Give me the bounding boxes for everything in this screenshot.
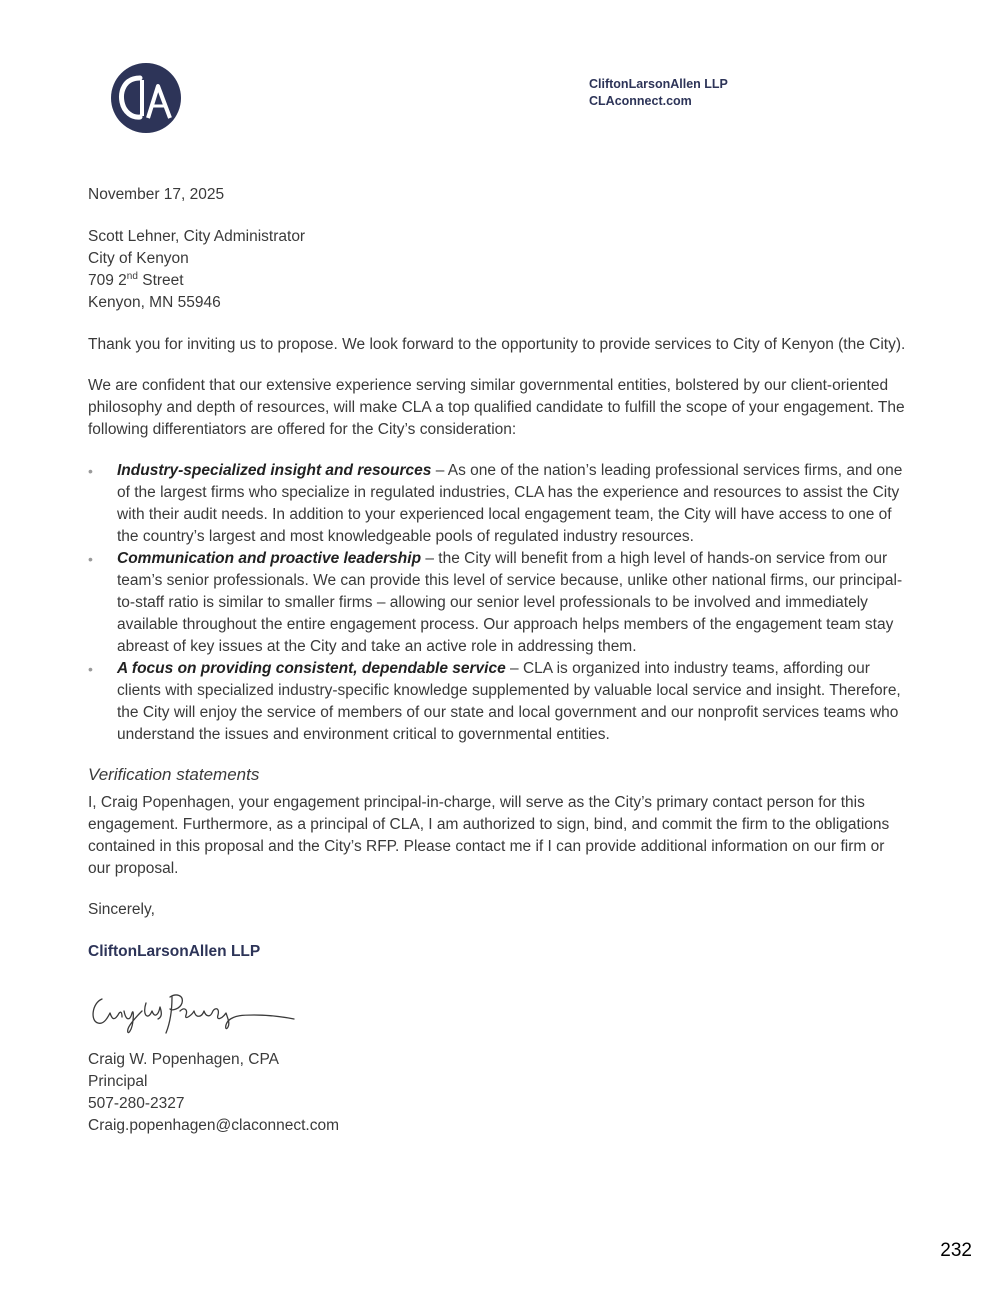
bullet-icon: •	[88, 463, 93, 479]
verification-heading: Verification statements	[88, 765, 260, 784]
list-item	[88, 548, 908, 658]
bullet-icon: •	[88, 551, 93, 567]
verification-paragraph: I, Craig Popenhagen, your engagement principal-in-charge, will serve as the City’s primary contact person for this engagement. Furthermore, as a principal of CLA, I am authorized to sign, bind, and commit the firm to the obligations contained in this proposal and the City’s RFP. Please contact me if I can provide additional information on our firm or our proposal.	[88, 794, 890, 877]
letter-body	[88, 184, 908, 1137]
recipient-street: 709 2nd Street	[88, 270, 184, 289]
firm-name: CliftonLarsonAllen LLP	[589, 77, 728, 91]
differentiator-lead: Communication and proactive leadership	[117, 550, 422, 567]
recipient-name: Scott Lehner, City Administrator	[88, 228, 306, 245]
cla-logo	[110, 62, 182, 134]
differentiator-lead: A focus on providing consistent, dependable service	[117, 660, 506, 677]
signer-block	[88, 1049, 908, 1137]
recipient-address	[88, 226, 908, 314]
closing: Sincerely,	[88, 901, 155, 918]
differentiator-text: – CLA is organized into industry teams, affording our clients with specialized industry-specific knowledge supplemented by valuable local service and insight. Therefore, the City will enjoy the service of members of our state and local government and our nonprofit services teams who understand the issues and environment critical to governmental entities.	[117, 660, 901, 743]
recipient-organization: City of Kenyon	[88, 250, 189, 267]
differentiator-text: – As one of the nation’s leading professional services firms, and one of the largest firms who specialize in regulated industries, CLA has the experience and resources to assist the City with their audit needs. In addition to your experienced local engagement team, the City will have access to one of the country’s largest and most knowledgeable pools of regulated industry resources.	[117, 462, 903, 545]
intro-paragraph: Thank you for inviting us to propose. We look forward to the opportunity to provide services to City of Kenyon (the City).	[88, 336, 906, 353]
differentiators-list	[88, 460, 908, 746]
firm-header	[589, 76, 728, 110]
signer-phone: 507-280-2327	[88, 1095, 185, 1112]
bullet-icon: •	[88, 661, 93, 677]
signer-firm: CliftonLarsonAllen LLP	[88, 943, 261, 960]
firm-website: CLAconnect.com	[589, 94, 692, 108]
signer-name: Craig W. Popenhagen, CPA	[88, 1051, 279, 1068]
signer-title: Principal	[88, 1073, 148, 1090]
differentiator-text: – the City will benefit from a high level of hands-on service from our team’s senior professionals. We can provide this level of service because, unlike other national firms, our principal-to-staff ratio is similar to smaller firms – allowing our senior level professionals to be involved and immediately available throughout the entire engagement process. Our approach helps members of the engagement team stay abreast of key issues at the City and take an active role in addressing them.	[117, 550, 903, 655]
list-item	[88, 658, 908, 746]
list-item	[88, 460, 908, 548]
confidence-paragraph: We are confident that our extensive experience serving similar governmental entities, bolstered by our client-oriented philosophy and depth of resources, will make CLA a top qualified candidate to fulfill the scope of your engagement. The following differentiators are offered for the City’s consideration:	[88, 377, 905, 438]
signer-email[interactable]: Craig.popenhagen@claconnect.com	[88, 1117, 339, 1134]
differentiator-lead: Industry-specialized insight and resources	[117, 462, 432, 479]
letter-date: November 17, 2025	[88, 186, 225, 203]
signature	[88, 981, 298, 1037]
page-number: 232	[940, 1240, 972, 1261]
recipient-city: Kenyon, MN 55946	[88, 294, 221, 311]
